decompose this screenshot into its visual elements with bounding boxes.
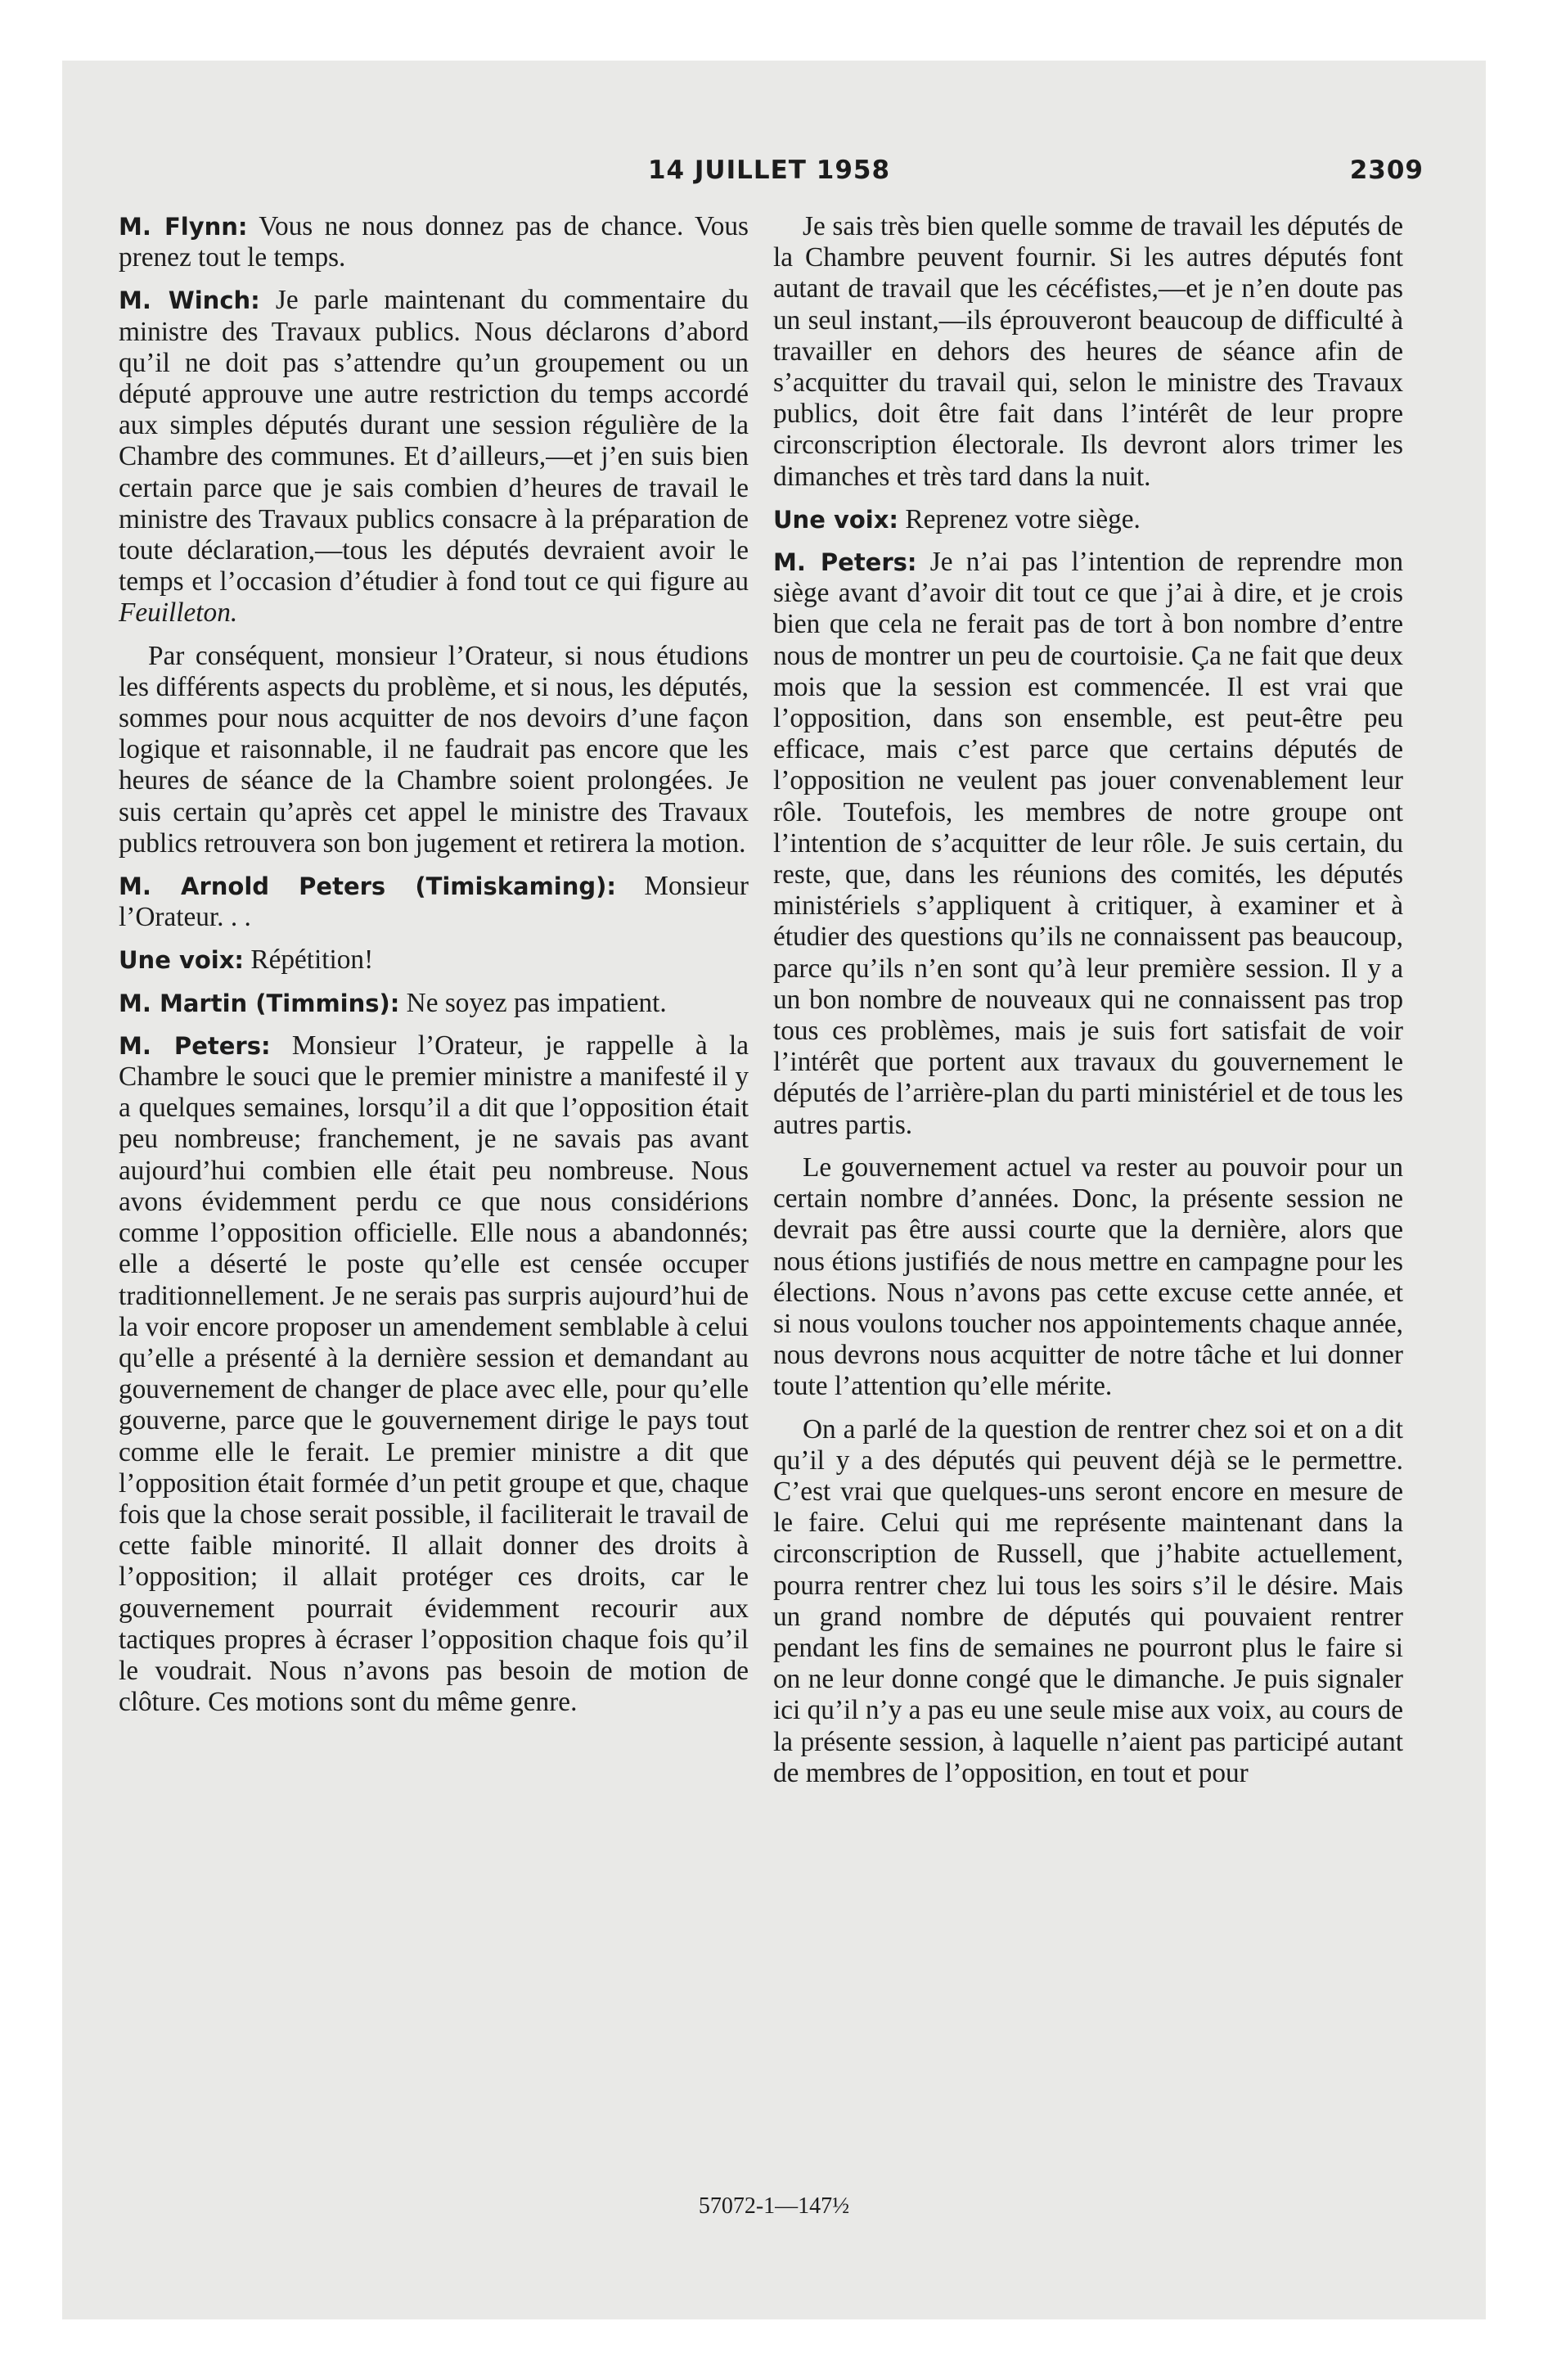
paragraph-text: Le gouvernement actuel va rester au pouvoir pour un certain nombre d’années. Donc, la présente session ne devrait pas être aussi courte que la dernière, alors que nous étions justifiés de nous mettre en campagne pour les élections. Nous n’avons pas cette excuse cette année, et si nous voulons toucher nos appointements chaque année, nous devrons nous acquitter de notre tâche et lui donner toute l’attention qu’elle mérite. (773, 1152, 1403, 1402)
paragraph (773, 1414, 1403, 1789)
speaker-label: Une voix: (119, 946, 245, 975)
paragraph-text: Je parle maintenant du commentaire du ministre des Travaux publics. Nous déclarons d’abord qu’il ne doit pas s’attendre qu’un groupement ou un député approuve une autre restriction du temps accordé aux simples députés durant une session régulière de la Chambre des communes. Et d’ailleurs,—et j’en suis bien certain parce que je sais combien d’heures de travail le ministre des Travaux publics consacre à la préparation de toute déclaration,—tous les députés devraient avoir le temps et l’occasion d’étudier à fond tout ce qui figure au (119, 285, 749, 597)
right-column (773, 211, 1403, 1801)
paragraph-text: Je n’ai pas l’intention de reprendre mon siège avant d’avoir dit tout ce que j’ai à dire, et je crois bien que cela ne ferait pas de tort à bon nombre d’entre nous de montrer un peu de courtoisie. Ça ne fait que deux mois que la session est commencée. Il est vrai que l’opposition, dans son ensemble, est peut-être peu efficace, mais c’est parce que certains députés de l’opposition ne veulent pas jouer convenablement leur rôle. Toutefois, les membres de notre groupe ont l’intention de s’acquitter de leur rôle. Je suis certain, du reste, que, dans les réunions des comités, les députés ministériels s’appliquent à critiquer, à examiner et à étudier des questions qu’ils ne connaissent pas beaucoup, parce qu’ils n’en sont qu’à leur première session. Il y a un bon nombre de nouveaux qui ne connaissent pas trop tous ces problèmes, mais je suis fort satisfait de voir l’intérêt que portent aux travaux du gouvernement le députés de l’arrière-plan du parti ministériel et de tous les autres partis. (773, 547, 1403, 1140)
paragraph (119, 641, 749, 859)
paragraph (119, 944, 749, 976)
paragraph (119, 988, 749, 1019)
paragraph-text: Vous ne nous donnez pas de chance. Vous prenez tout le temps. (119, 211, 749, 273)
speaker-label: M. Peters: (773, 548, 917, 577)
paragraph (119, 285, 749, 629)
paragraph-text: Reprenez votre siège. (898, 503, 1141, 534)
page-number: 2309 (1349, 156, 1424, 185)
footer-code: 57072-1—147½ (698, 2193, 850, 2219)
paragraph-text: Par conséquent, monsieur l’Orateur, si nous étudions les différents aspects du problème, et si nous, les députés, sommes pour nous acquitter de nos devoirs d’une façon logique et raisonnable, il ne faudrait pas encore que les heures de séance de la Chambre soient prolongées. Je suis certain qu’après cet appel le ministre des Travaux publics retrouvera son bon jugement et retirera la motion. (119, 640, 749, 859)
header-date: 14 JUILLET 1958 (647, 156, 891, 185)
paragraph-text: Répétition! (244, 944, 374, 976)
speaker-label: Une voix: (773, 505, 899, 534)
paragraph-text: Monsieur l’Orateur, je rappelle à la Chambre le souci que le premier ministre a manifesté il y a quelques semaines, lorsqu’il a dit que l’opposition était peu nombreuse; franchement, je ne savais pas avant aujourd’hui combien elle était peu nombreuse. Nous avons évidemment perdu ce que nous considérions comme l’opposition officielle. Elle nous a abandonnés; elle a déserté le poste qu’elle est censée occuper traditionnellement. Je ne serais pas surpris aujourd’hui de la voir encore proposer un amendement semblable à celui qu’elle a présenté à la dernière session et demandant au gouvernement de changer de place avec elle, pour qu’elle gouverne, parce que le gouvernement dirige le pays tout comme elle le ferait. Le premier ministre a dit que l’opposition était formée d’un petit groupe et que, chaque fois que la chose serait possible, il faciliterait le travail de cette faible minorité. Il allait donner des droits à l’opposition; il allait protéger ces droits, car le gouvernement pourrait évidemment recourir aux tactiques propres à écraser l’opposition chaque fois qu’il le voudrait. Nous n’avons pas besoin de motion de clôture. Ces motions sont du même genre. (119, 1030, 749, 1718)
speaker-label: M. Flynn: (119, 213, 248, 241)
speaker-label: M. Peters: (119, 1031, 271, 1060)
speaker-label: M. Winch: (119, 286, 260, 315)
paragraph-text: Je sais très bien quelle somme de travail les députés de la Chambre peuvent fournir. Si les autres députés font autant de travail que les cécéfistes,—et je n’en doute pas un seul instant,—ils éprouveront beaucoup de difficulté à travailler en dehors des heures de séance afin de s’acquitter du travail qui, selon le ministre des Travaux publics, doit être fait dans l’intérêt de leur propre circonscription électorale. Ils devront alors trimer les dimanches et très tard dans la nuit. (773, 211, 1403, 492)
page-header (115, 156, 1424, 196)
paragraph-text: Ne soyez pas impatient. (399, 987, 667, 1018)
paragraph (773, 211, 1403, 493)
paragraph-text: Monsieur l’Orateur. . . (119, 871, 749, 933)
paragraph (119, 871, 749, 933)
left-column (119, 211, 749, 1729)
paragraph (773, 1152, 1403, 1403)
speaker-label: M. Martin (Timmins): (119, 989, 400, 1017)
paragraph-text: On a parlé de la question de rentrer chez soi et on a dit qu’il y a des députés qui peuvent déjà se le permettre. C’est vrai que quelques-uns seront encore en mesure de le faire. Celui qui me représente maintenant dans la circonscription de Russell, que j’habite actuellement, pourra rentrer chez lui tous les soirs s’il le désire. Mais un grand nombre de députés qui pouvaient rentrer pendant les fins de semaines ne pourront plus le faire si on ne leur donne congé que le dimanche. Je puis signaler ici qu’il n’y a pas eu une seule mise aux voix, au cours de la présente session, à laquelle n’aient pas participé autant de membres de l’opposition, en tout et pour (773, 1413, 1403, 1788)
paragraph (119, 211, 749, 273)
italic-text: Feuilleton. (119, 597, 238, 629)
paragraph (119, 1030, 749, 1718)
speaker-label: M. Arnold Peters (Timiskaming): (119, 872, 616, 901)
paragraph (773, 547, 1403, 1141)
paragraph (773, 504, 1403, 535)
